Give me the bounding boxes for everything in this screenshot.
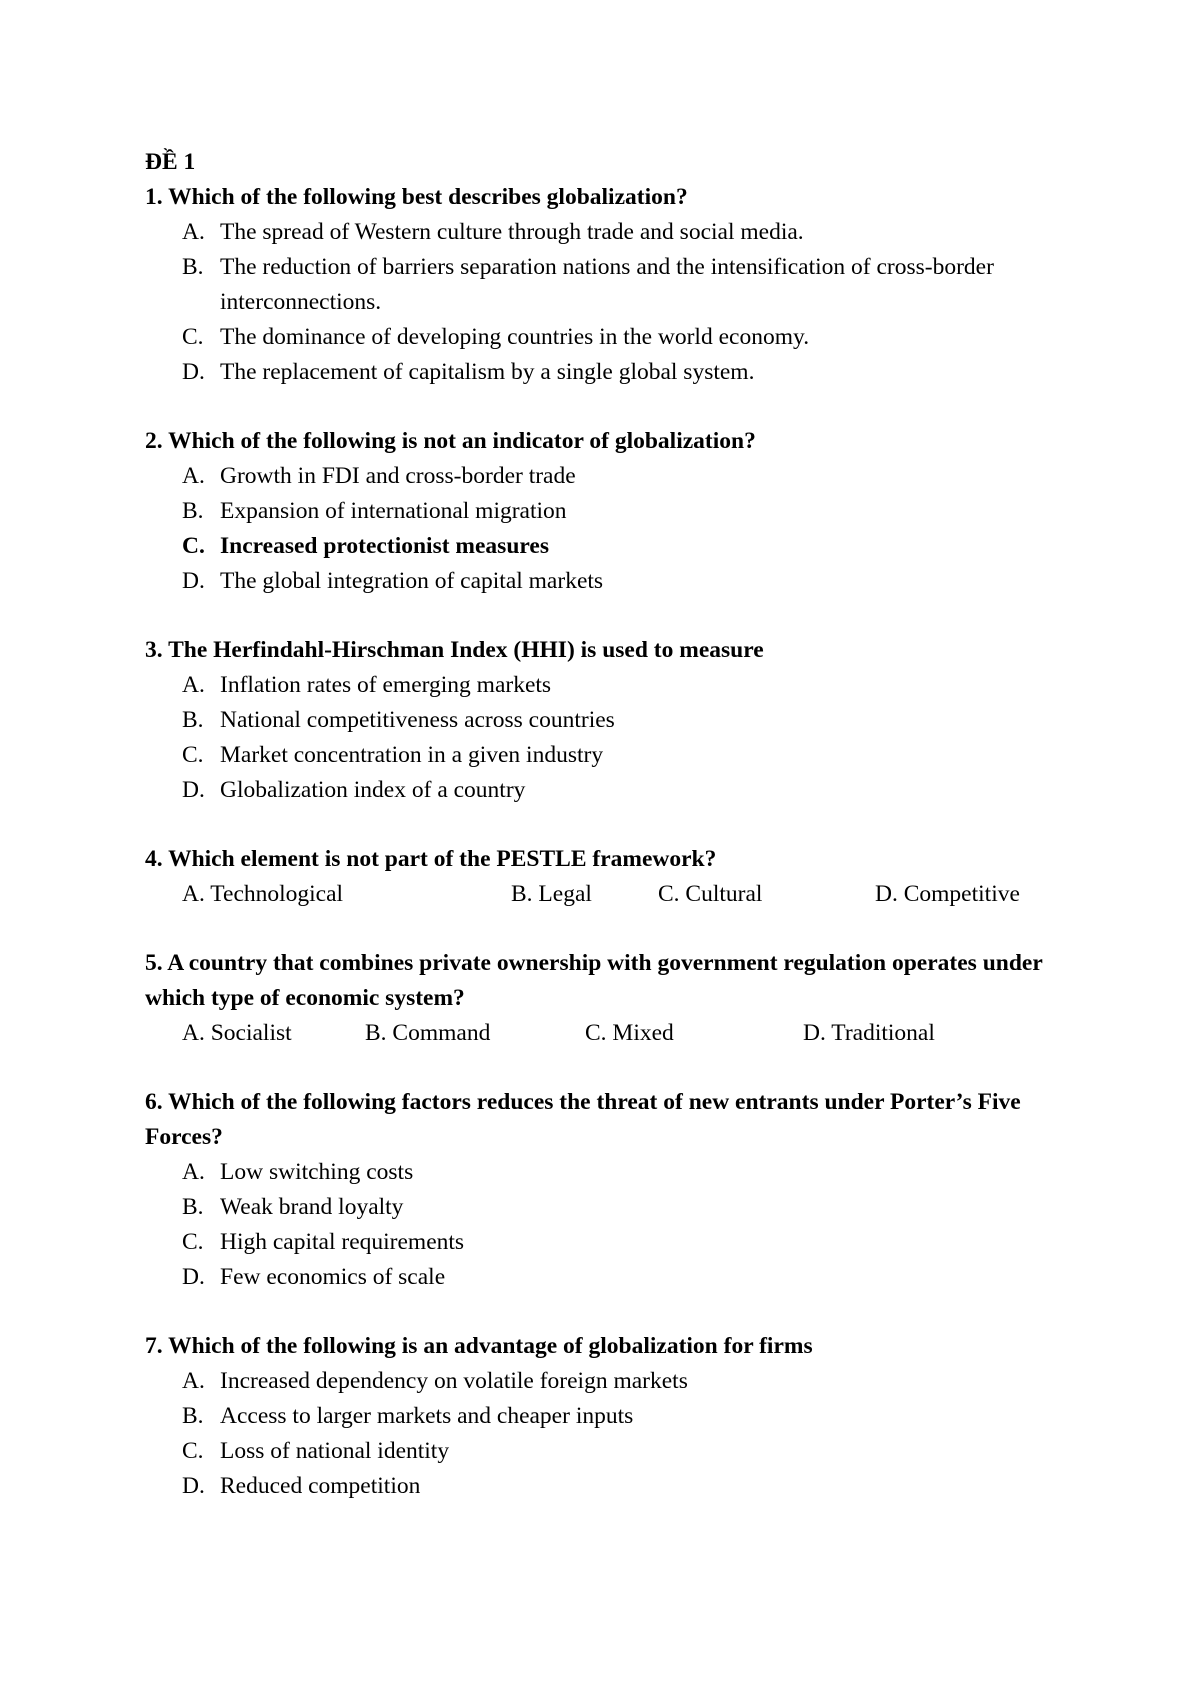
option-list [145, 1364, 1045, 1504]
option-c [145, 1434, 1045, 1469]
question-text: 5. A country that combines private ownership with government regulation operates under which type of economic system? [145, 950, 1043, 1011]
option-text: Low switching costs [220, 1159, 414, 1185]
option-b [145, 1190, 1045, 1225]
option-letter: A. [182, 672, 205, 698]
option-b: B. Legal [511, 881, 592, 907]
option-letter: D. [182, 1473, 205, 1499]
inline-option-row [145, 877, 1045, 912]
option-text: The spread of Western culture through trade and social media. [220, 219, 804, 245]
option-text: National competitiveness across countries [220, 707, 615, 733]
option-letter: C. [182, 324, 204, 350]
option-text: Weak brand loyalty [220, 1194, 404, 1220]
question-text: 6. Which of the following factors reduces the threat of new entrants under Porter’s Five Forces? [145, 1089, 1021, 1150]
option-d [145, 773, 1045, 808]
question-text: 1. Which of the following best describes globalization? [145, 184, 688, 210]
option-text: Increased dependency on volatile foreign markets [220, 1368, 688, 1394]
option-letter: D. [182, 568, 205, 594]
option-b [145, 703, 1045, 738]
question-text: 2. Which of the following is not an indicator of globalization? [145, 428, 756, 454]
option-text: Reduced competition [220, 1473, 421, 1499]
option-letter: C. [182, 1229, 204, 1255]
option-c [145, 320, 1045, 355]
option-text: Inflation rates of emerging markets [220, 672, 552, 698]
question-4 [145, 842, 1045, 912]
option-list [145, 459, 1045, 599]
option-c-highlighted [145, 529, 1045, 564]
option-text: The global integration of capital markets [220, 568, 604, 594]
option-d [145, 1469, 1045, 1504]
option-letter: B. [182, 1194, 204, 1220]
option-text: The reduction of barriers separation nations and the intensification of cross-border interconnections. [220, 254, 994, 315]
option-text: Few economics of scale [220, 1264, 446, 1290]
option-b: B. Command [365, 1020, 491, 1046]
option-list [145, 1155, 1045, 1295]
option-letter: A. [182, 219, 205, 245]
option-a [145, 215, 1045, 250]
exam-title: ĐỀ 1 [145, 149, 196, 175]
option-d: D. Competitive [875, 881, 1020, 907]
option-d [145, 564, 1045, 599]
question-text: 7. Which of the following is an advantage of globalization for firms [145, 1333, 813, 1359]
option-list [145, 668, 1045, 808]
question-2 [145, 424, 1045, 599]
option-letter: C. [182, 742, 204, 768]
option-letter: A. [182, 1368, 205, 1394]
option-letter: A. [182, 1159, 205, 1185]
option-letter: D. [182, 359, 205, 385]
question-7 [145, 1329, 1045, 1504]
option-b [145, 1399, 1045, 1434]
option-d: D. Traditional [803, 1020, 935, 1046]
option-c [145, 1225, 1045, 1260]
option-a [145, 668, 1045, 703]
option-d [145, 355, 1045, 390]
option-letter: A. [182, 463, 205, 489]
option-letter: C. [182, 1438, 204, 1464]
option-a: A. Technological [182, 881, 344, 907]
question-1 [145, 180, 1045, 390]
option-text: The dominance of developing countries in the world economy. [220, 324, 810, 350]
exam-page [145, 145, 1045, 1538]
option-letter: B. [182, 707, 204, 733]
question-5 [145, 946, 1045, 1051]
option-a [145, 1155, 1045, 1190]
inline-option-row [145, 1016, 1045, 1051]
option-text: Market concentration in a given industry [220, 742, 604, 768]
option-a [145, 1364, 1045, 1399]
option-c: C. Mixed [585, 1020, 674, 1046]
option-list [145, 215, 1045, 390]
option-a: A. Socialist [182, 1020, 292, 1046]
option-text: Globalization index of a country [220, 777, 526, 803]
option-text: Increased protectionist measures [220, 533, 549, 559]
option-letter: C. [182, 533, 205, 559]
question-text: 4. Which element is not part of the PESTLE framework? [145, 846, 717, 872]
option-text: Access to larger markets and cheaper inputs [220, 1403, 634, 1429]
option-letter: D. [182, 777, 205, 803]
option-b [145, 250, 1045, 320]
question-text: 3. The Herfindahl-Hirschman Index (HHI) is used to measure [145, 637, 764, 663]
option-c [145, 738, 1045, 773]
question-3 [145, 633, 1045, 808]
option-text: Loss of national identity [220, 1438, 450, 1464]
option-letter: B. [182, 498, 204, 524]
option-c: C. Cultural [658, 881, 763, 907]
option-letter: D. [182, 1264, 205, 1290]
option-letter: B. [182, 254, 204, 280]
option-text: Growth in FDI and cross-border trade [220, 463, 576, 489]
option-d [145, 1260, 1045, 1295]
question-6 [145, 1085, 1045, 1295]
option-letter: B. [182, 1403, 204, 1429]
option-b [145, 494, 1045, 529]
option-text: The replacement of capitalism by a single global system. [220, 359, 755, 385]
option-a [145, 459, 1045, 494]
option-text: High capital requirements [220, 1229, 465, 1255]
option-text: Expansion of international migration [220, 498, 567, 524]
